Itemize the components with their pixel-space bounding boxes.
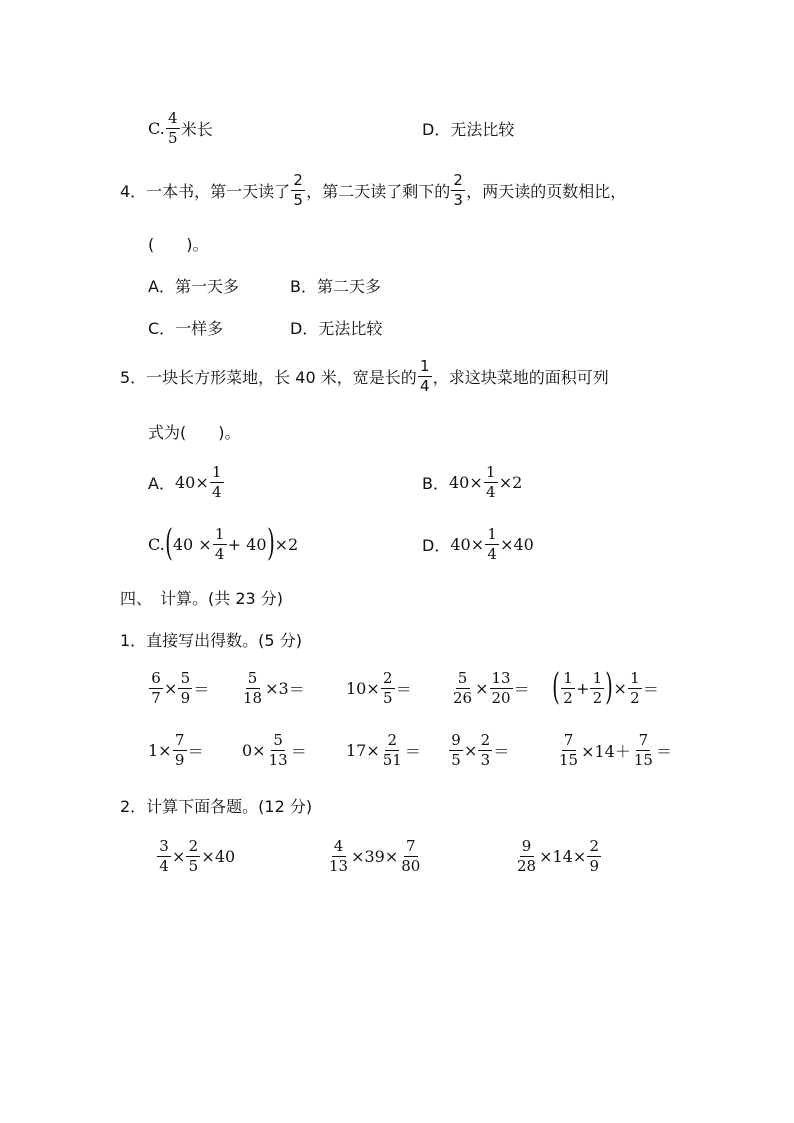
expr-text: 40×	[174, 472, 209, 492]
calc-item	[450, 666, 530, 710]
fraction	[515, 836, 538, 875]
denominator: 3	[480, 750, 491, 769]
option-label: C.	[148, 118, 165, 138]
option-text: 无法比较	[450, 119, 515, 139]
denominator: 5	[451, 750, 461, 769]
denominator: 13	[268, 750, 288, 769]
numerator: 2	[291, 173, 305, 191]
option-d[interactable]: D．无法比较	[290, 319, 383, 338]
operator: ×	[613, 678, 627, 698]
expr-text: ×2	[498, 472, 523, 492]
numerator: 7	[173, 733, 187, 751]
numerator: 1	[484, 465, 498, 483]
fraction	[587, 836, 601, 875]
equals-sign: ＝	[187, 741, 204, 761]
numerator: 2	[587, 839, 601, 857]
denominator: 20	[491, 688, 511, 707]
denominator: 51	[382, 750, 402, 769]
numerator: 7	[562, 733, 576, 751]
numerator: 4	[332, 839, 346, 857]
numerator: 5	[271, 733, 285, 751]
denominator: 26	[453, 688, 473, 707]
q3-option-d	[422, 106, 514, 150]
denominator: 15	[559, 750, 579, 769]
option-label: D．	[422, 119, 451, 139]
numerator: 2	[381, 671, 395, 689]
calc-item	[556, 728, 672, 772]
part1-title: 1．直接写出得数。(5 分)	[120, 631, 302, 650]
denominator: 9	[180, 688, 191, 707]
operator: ×	[164, 678, 178, 698]
equals-sign: ＝	[655, 741, 672, 761]
denominator: 5	[382, 688, 393, 707]
expr-text: ×2	[274, 534, 299, 554]
option-c[interactable]: C．一样多	[148, 319, 224, 338]
denominator: 4	[487, 544, 497, 563]
expr-text: 40 ×	[172, 534, 212, 554]
denominator: 4	[214, 544, 225, 563]
q5-option-d[interactable]	[422, 522, 534, 566]
numerator: 9	[449, 733, 463, 751]
fraction	[291, 170, 305, 209]
equals-sign: ＝	[404, 741, 421, 761]
numerator: 1	[418, 359, 432, 377]
equals-sign: ＝	[642, 679, 659, 699]
option-text: 米长	[180, 119, 213, 139]
option-label: A．	[148, 473, 175, 493]
calc-item	[448, 728, 509, 772]
denominator: 9	[174, 750, 185, 769]
denominator: 4	[485, 482, 496, 501]
numerator: 1	[485, 527, 499, 545]
numerator: 1	[213, 527, 227, 545]
equals-sign: ＝	[513, 679, 530, 699]
denominator: 4	[211, 482, 222, 501]
fraction	[166, 108, 180, 147]
denominator: 9	[589, 856, 600, 875]
part2-title: 2．计算下面各题。(12 分)	[120, 797, 313, 816]
numerator: 5	[178, 671, 192, 689]
fraction	[418, 356, 432, 395]
stem-text: ，两天读的页数相比，	[466, 181, 627, 201]
denominator: 4	[159, 856, 169, 875]
operator: +	[576, 678, 590, 698]
section-title: 四、 计算。(共 23 分)	[120, 589, 284, 608]
expr-text: ×40	[500, 534, 534, 554]
numerator: 2	[385, 733, 399, 751]
q3-option-c	[148, 106, 213, 150]
fraction	[590, 668, 604, 707]
fraction	[484, 462, 498, 501]
fraction	[449, 730, 463, 769]
stem-text: ，求这块菜地的面积可列	[432, 367, 609, 387]
stem-text: 4．一本书，第一天读了	[120, 181, 291, 201]
expr-text: 17×	[346, 740, 380, 760]
numerator: 4	[166, 111, 180, 129]
denominator: 18	[243, 688, 263, 707]
fraction	[399, 836, 422, 875]
fraction	[178, 668, 192, 707]
expr-text: ×39×	[351, 846, 399, 866]
operator: ×	[475, 678, 489, 698]
answer-blank[interactable]: 式为( )。	[148, 423, 241, 442]
denominator: 7	[151, 688, 161, 707]
calc-item	[514, 834, 602, 878]
q5-option-c[interactable]	[148, 522, 298, 566]
numerator: 3	[157, 839, 171, 857]
fraction	[381, 668, 395, 707]
numerator: 5	[246, 671, 260, 689]
question-5-stem	[120, 354, 609, 398]
equals-sign: ＝	[193, 679, 210, 699]
equals-sign: ＝	[493, 741, 510, 761]
expr-text: ×14＋	[581, 741, 631, 761]
numerator: 1	[590, 671, 604, 689]
equals-sign: ＝	[288, 679, 305, 699]
denominator: 80	[401, 856, 421, 875]
option-b[interactable]: B．第二天多	[290, 277, 381, 296]
fraction	[628, 668, 642, 707]
calc-item	[242, 728, 307, 772]
q5-option-b[interactable]	[422, 460, 522, 504]
expr-text: 40×	[448, 472, 483, 492]
expr-text: ×40	[201, 846, 236, 866]
fraction	[557, 730, 580, 769]
calc-item	[326, 834, 423, 878]
fraction	[561, 668, 575, 707]
calc-item	[148, 666, 209, 710]
right-paren-icon: )	[605, 667, 614, 708]
expr-text: 40×	[450, 534, 485, 554]
numerator: 2	[478, 733, 492, 751]
fraction	[451, 668, 474, 707]
denominator: 4	[419, 376, 430, 395]
denominator: 2	[630, 688, 640, 707]
left-paren-icon: (	[164, 523, 173, 564]
question-4-stem	[120, 168, 626, 212]
expr-text: 0×	[242, 740, 266, 760]
numerator: 9	[520, 839, 534, 857]
equals-sign: ＝	[395, 679, 412, 699]
fraction	[451, 170, 465, 209]
fraction	[210, 462, 224, 501]
denominator: 13	[329, 856, 349, 875]
equals-sign: ＝	[290, 741, 307, 761]
fraction	[478, 730, 492, 769]
operator: ×	[172, 846, 186, 866]
numerator: 1	[210, 465, 224, 483]
option-a[interactable]: A．第一天多	[148, 277, 239, 296]
fraction	[490, 668, 513, 707]
numerator: 2	[186, 839, 200, 857]
calc-item	[156, 834, 235, 878]
denominator: 5	[293, 190, 303, 209]
fraction	[241, 668, 264, 707]
denominator: 2	[592, 688, 603, 707]
calc-item	[552, 666, 659, 710]
calc-item	[346, 728, 421, 772]
option-label: B．	[422, 473, 449, 493]
numerator: 6	[149, 671, 163, 689]
expr-text: ×3	[265, 678, 289, 698]
fraction	[173, 730, 187, 769]
left-paren-icon: (	[552, 667, 560, 708]
denominator: 28	[517, 856, 537, 875]
fraction	[381, 730, 404, 769]
denominator: 3	[453, 190, 463, 209]
denominator: 5	[188, 856, 199, 875]
calc-item	[148, 728, 204, 772]
numerator: 7	[404, 839, 418, 857]
denominator: 15	[633, 750, 653, 769]
fraction	[632, 730, 655, 769]
q5-option-a[interactable]	[148, 460, 225, 504]
expr-text: 10×	[346, 678, 380, 698]
denominator: 5	[167, 128, 178, 147]
expr-text: + 40	[227, 534, 267, 554]
expr-text: ×14×	[539, 846, 587, 866]
calc-item	[346, 666, 412, 710]
numerator: 1	[628, 671, 642, 689]
numerator: 7	[636, 733, 650, 751]
option-label: C.	[148, 534, 165, 554]
calc-item	[240, 666, 305, 710]
fraction	[157, 836, 171, 875]
numerator: 13	[491, 668, 511, 687]
fraction	[213, 524, 227, 563]
fraction	[327, 836, 350, 875]
expr-text: 1×	[148, 740, 172, 760]
operator: ×	[464, 740, 478, 760]
fraction	[186, 836, 200, 875]
fraction	[267, 730, 290, 769]
right-paren-icon: )	[266, 523, 275, 564]
fraction	[149, 668, 163, 707]
stem-text: ，第二天读了剩下的	[306, 181, 451, 201]
stem-text: 5．一块长方形菜地，长 40 米，宽是长的	[120, 367, 417, 387]
numerator: 2	[451, 173, 465, 191]
option-label: D．	[422, 535, 451, 555]
numerator: 1	[561, 671, 575, 689]
denominator: 2	[563, 688, 573, 707]
answer-blank[interactable]: ( )。	[148, 235, 209, 254]
fraction	[485, 524, 499, 563]
numerator: 5	[456, 671, 470, 689]
